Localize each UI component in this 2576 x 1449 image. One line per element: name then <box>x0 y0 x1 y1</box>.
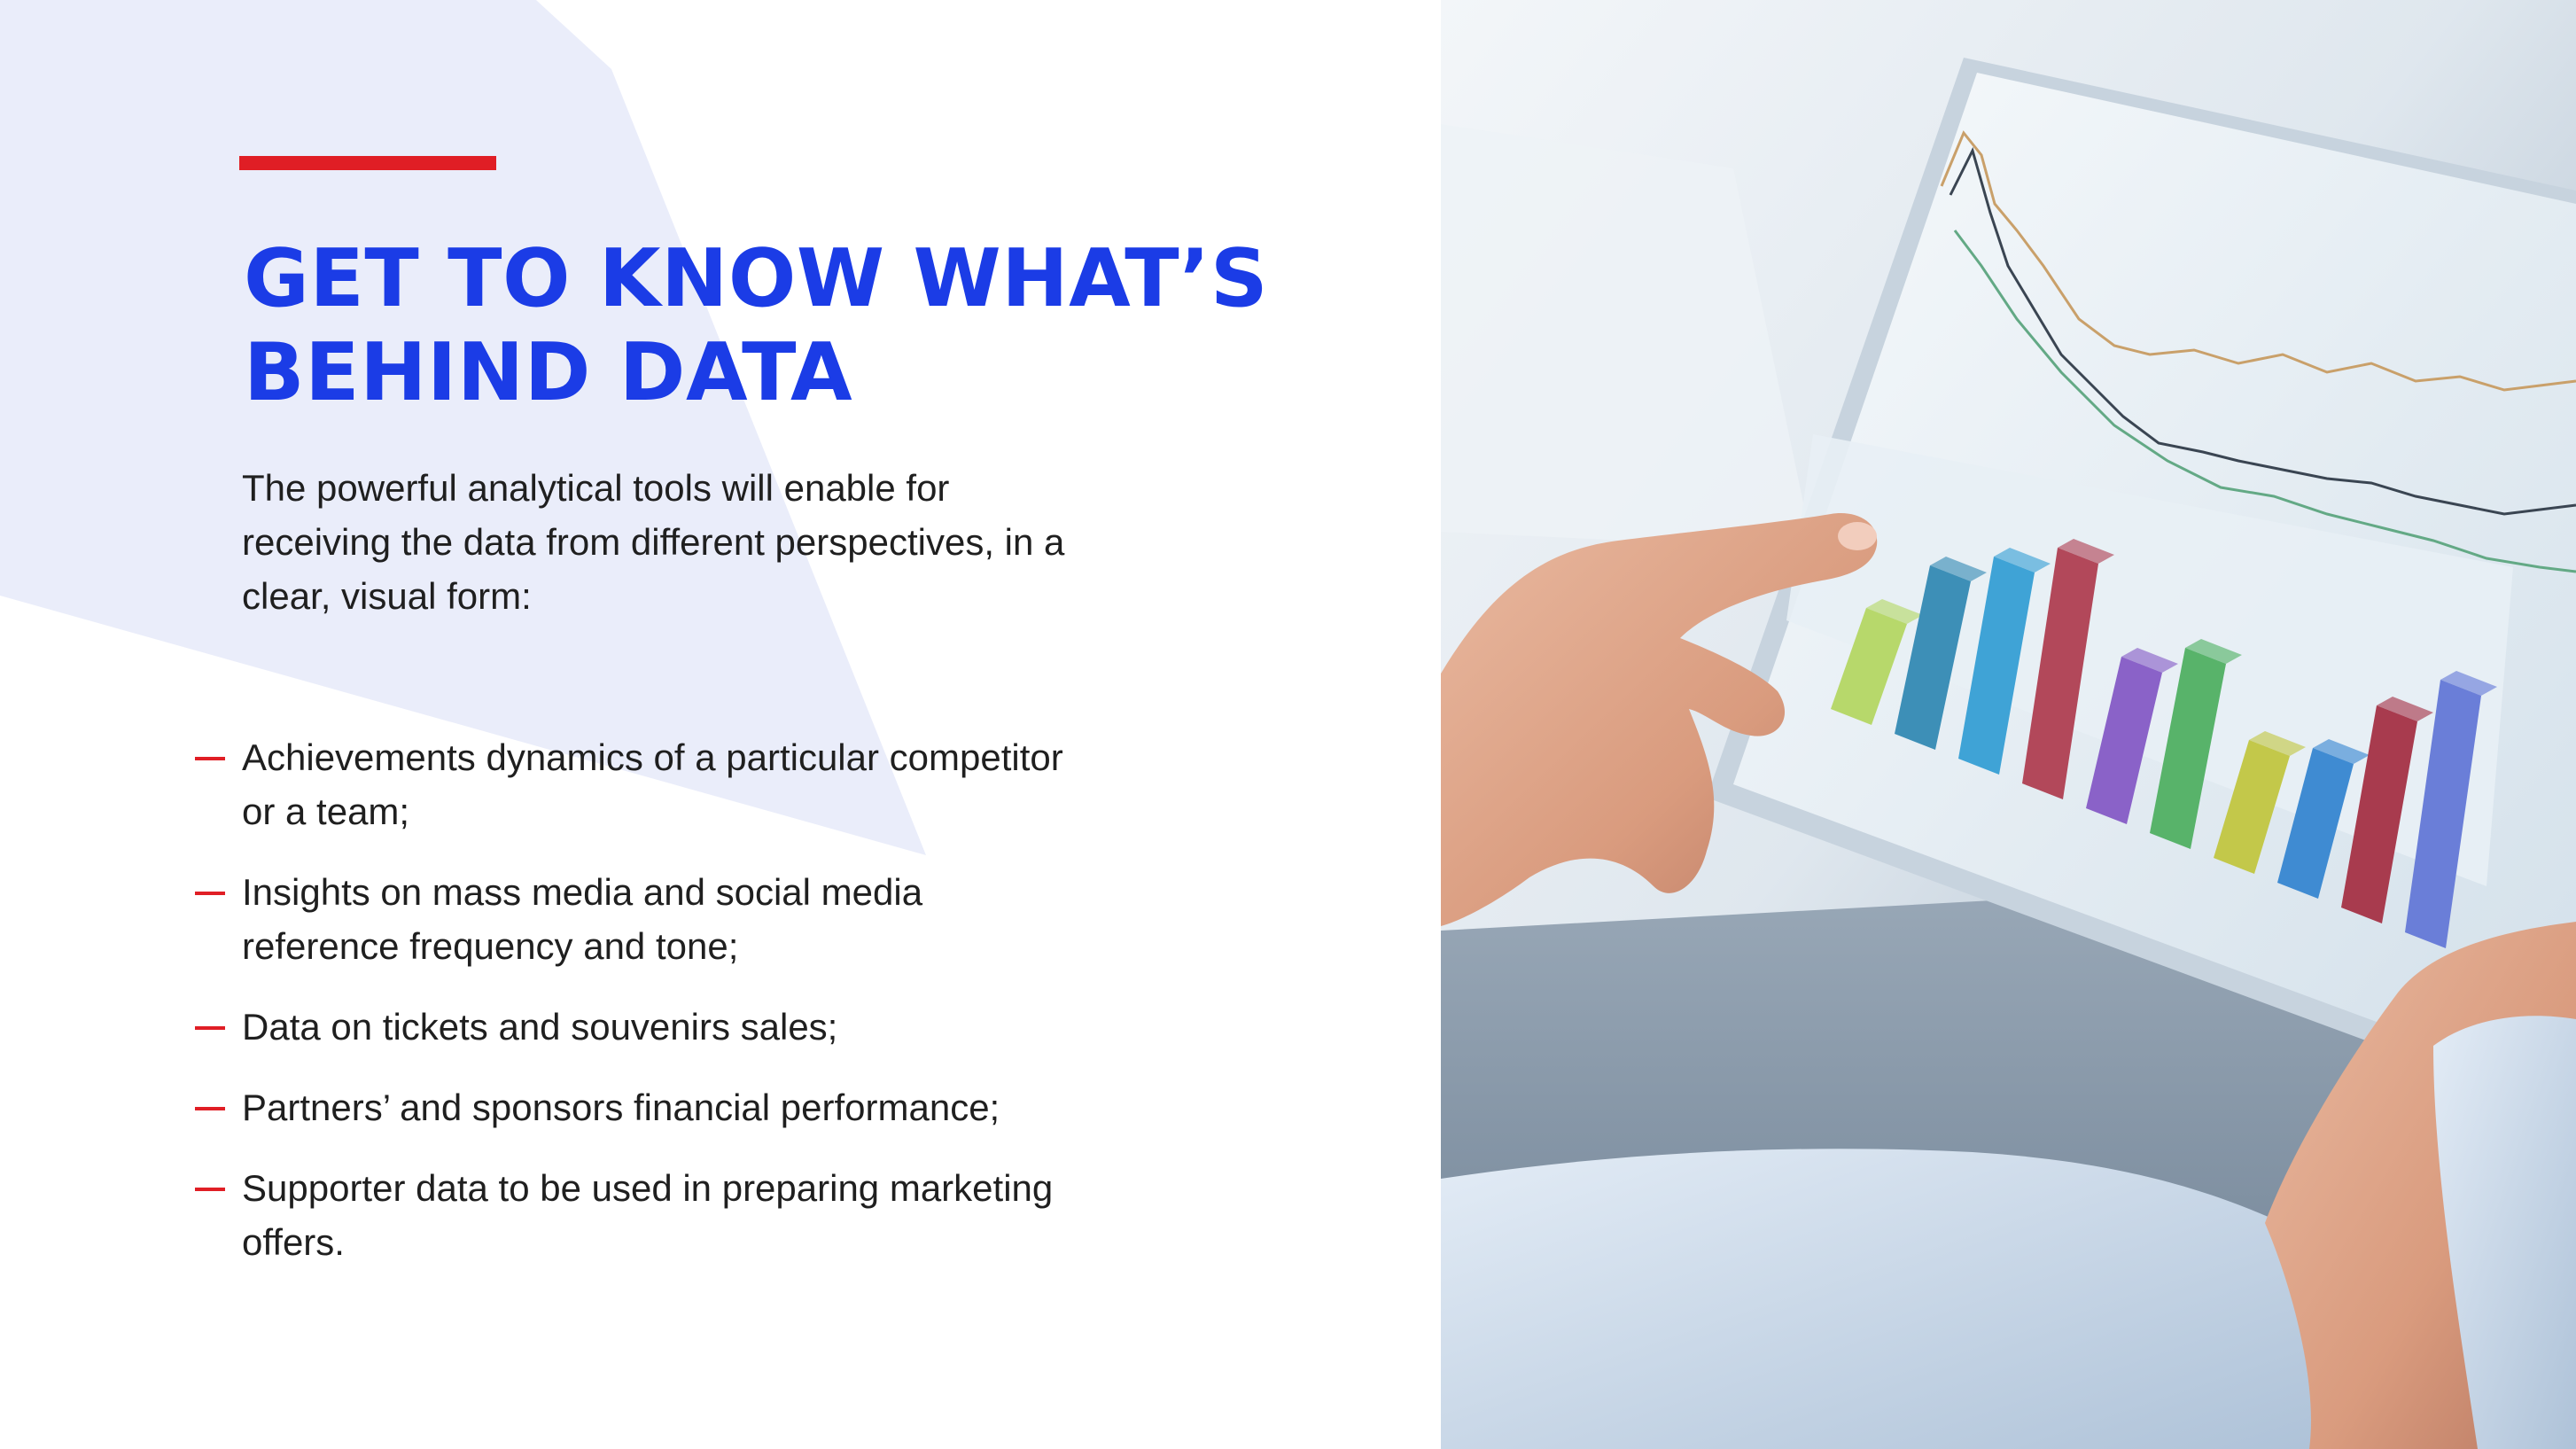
list-item <box>195 1000 1081 1054</box>
list-item <box>195 1161 1081 1269</box>
intro-paragraph: The powerful analytical tools will enable for receiving the data from different perspectives, in a clear, visual form: <box>242 467 1065 617</box>
dash-bullet-icon <box>195 1188 225 1191</box>
dash-bullet-icon <box>195 1107 225 1110</box>
tablet-chart-photo <box>1441 0 2576 1449</box>
list-item-text: Supporter data to be used in preparing marketing offers. <box>242 1167 1054 1263</box>
accent-bar <box>239 156 496 170</box>
list-item <box>195 865 1081 973</box>
list-item <box>195 730 1081 838</box>
list-item-text: Data on tickets and souvenirs sales; <box>242 1006 838 1048</box>
page-title-line-2: BEHIND DATA <box>244 326 853 419</box>
list-item-text: Insights on mass media and social media reference frequency and tone; <box>242 871 923 967</box>
list-item-text: Partners’ and sponsors financial performance; <box>242 1087 1000 1128</box>
dash-bullet-icon <box>195 892 225 895</box>
dash-bullet-icon <box>195 1026 225 1030</box>
page-title <box>244 232 1269 420</box>
dash-bullet-icon <box>195 757 225 760</box>
list-item-text: Achievements dynamics of a particular competitor or a team; <box>242 736 1063 832</box>
photo-illustration <box>1441 0 2576 1449</box>
page-title-line-1: GET TO KNOW WHAT’S <box>244 232 1269 325</box>
feature-list <box>195 730 1081 1296</box>
list-item <box>195 1080 1081 1134</box>
